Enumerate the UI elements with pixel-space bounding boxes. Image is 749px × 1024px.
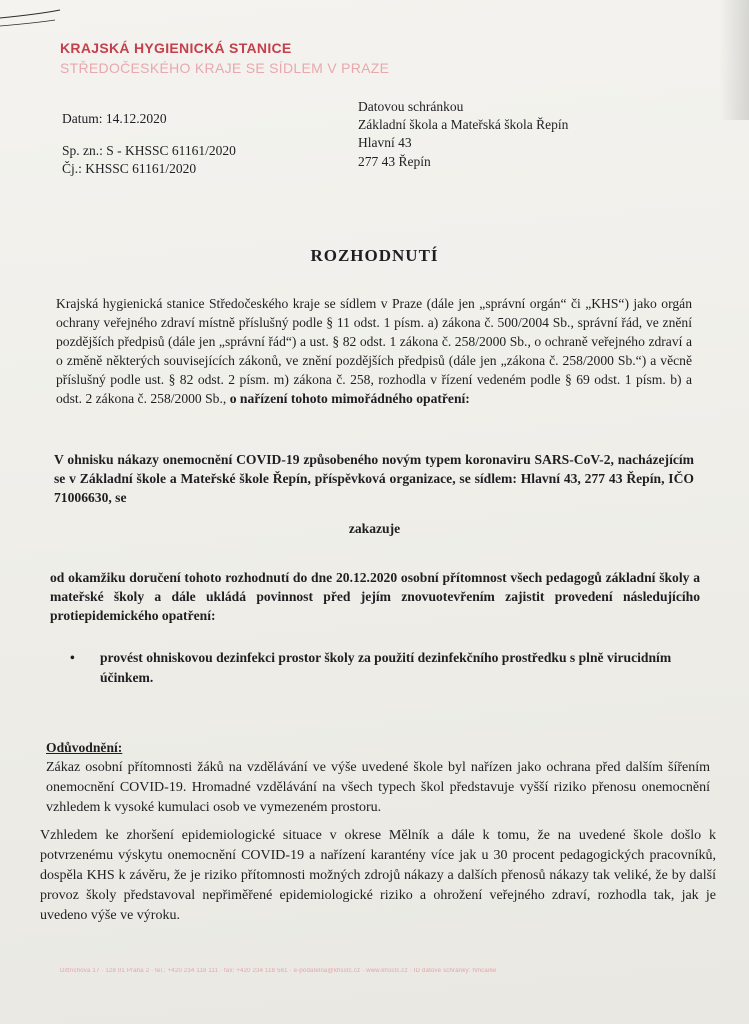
recipient-name: Základní škola a Mateřská škola Řepín: [358, 117, 569, 133]
document-date: Datum: 14.12.2020: [62, 111, 167, 126]
recipient-street: Hlavní 43: [358, 135, 412, 151]
order-paragraph: od okamžiku doručení tohoto rozhodnutí do dne 20.12.2020 osobní přítomnost všech pedagogů základní školy a mateřské školy a dále ukládá povinnost před jejím znovuotevřením zajistit provedení následujícího protiepidemického opatření:: [50, 570, 700, 623]
reasoning-paragraph-1: Zákaz osobní přítomnosti žáků na vzdělávání ve výše uvedené škole byl nařízen jako ochrana před dalším šířením onemocnění COVID-19. Hromadné vzdělávání na všech typech škol představuje vyšší riziko přenosu onemocnění vzhledem k vysoké kumulaci osob ve vymezeném prostoru.: [46, 760, 710, 815]
reasoning-paragraph-2: Vzhledem ke zhoršení epidemiologické situace v okrese Mělník a dále k tomu, že na uvedené škole došlo k potvrzenému výskytu onemocnění COVID-19 a nařízení karantény více jak u 30 procent pedagogických pracovníků, dospěla KHS k závěru, že je riziko přítomnosti možných zdrojů nákazy a dalších přenosů nákazy tak veliké, že by další provoz školy představoval nepřiměřené epidemiologické riziko a ohrožení veřejného zdraví, rozhodla tak, jak je uvedeno výše ve výroku.: [40, 828, 716, 923]
reference-block: [62, 110, 236, 179]
pen-mark-decoration: [0, 0, 120, 40]
organization-name: KRAJSKÁ HYGIENICKÁ STANICE: [60, 40, 292, 56]
reference-number: Čj.: KHSSC 61161/2020: [62, 161, 197, 177]
measure-text: provést ohniskovou dezinfekci prostor školy za použití dezinfekčního prostředku s plně virucidním účinkem.: [100, 650, 672, 685]
intro-paragraph: [56, 294, 692, 408]
recipient-address: [358, 98, 568, 171]
bullet-icon: •: [70, 650, 75, 665]
organization-subtitle: STŘEDOČESKÉHO KRAJE SE SÍDLEM V PRAZE: [60, 60, 390, 76]
intro-bold-tail: o nařízení tohoto mimořádného opatření:: [229, 391, 470, 406]
outbreak-statement: V ohnisku nákazy onemocnění COVID-19 způsobeného novým typem koronaviru SARS-CoV-2, nacházejícím se v Základní škole a Mateřské škole Řepín, příspěvková organizace, se sídlem: Hlavní 43, 277 43 Řepín, IČO 71006630, se: [54, 452, 694, 505]
document-title: ROZHODNUTÍ: [310, 246, 439, 265]
reasoning-heading: Odůvodnění:: [46, 740, 123, 755]
file-reference: Sp. zn.: S - KHSSC 61161/2020: [62, 143, 236, 159]
list-item: [70, 648, 700, 688]
delivery-method: Datovou schránkou: [358, 99, 464, 114]
prohibition-verb: zakazuje: [348, 521, 401, 536]
measures-list: [70, 648, 700, 688]
recipient-city: 277 43 Řepín: [358, 153, 431, 169]
letterhead-footer: Dittrichova 17 · 128 01 Praha 2 · tel.: +420 234 118 111 · fax: +420 234 118 561 · e-podatelna@khsstc.cz · www.khsstc.cz · ID datové schránky: hmcai6e: [60, 968, 497, 974]
page-shadow: [719, 0, 749, 120]
letterhead: [60, 40, 660, 76]
intro-text: Krajská hygienická stanice Středočeského kraje se sídlem v Praze (dále jen „správní orgán“ či „KHS“) jako orgán ochrany veřejného zdraví místně příslušný podle § 11 odst. 1 písm. a) zákona č. 500/2004 Sb., správní řád, ve znění pozdějších předpisů (dále jen „správní řád“) a ust. § 82 odst. 1 zákona č. 258/2000 Sb., o ochraně veřejného zdraví a o změně některých souvisejících zákonů, ve znění pozdějších předpisů (dále jen „zákona č. 258/2000 Sb.“) a věcně příslušný podle ust. § 82 odst. 2 písm. m) zákona č. 258, rozhodla v řízení vedeném podle § 69 odst. 1 písm. b) a odst. 2 zákona č. 258/2000 Sb.,: [56, 296, 692, 406]
